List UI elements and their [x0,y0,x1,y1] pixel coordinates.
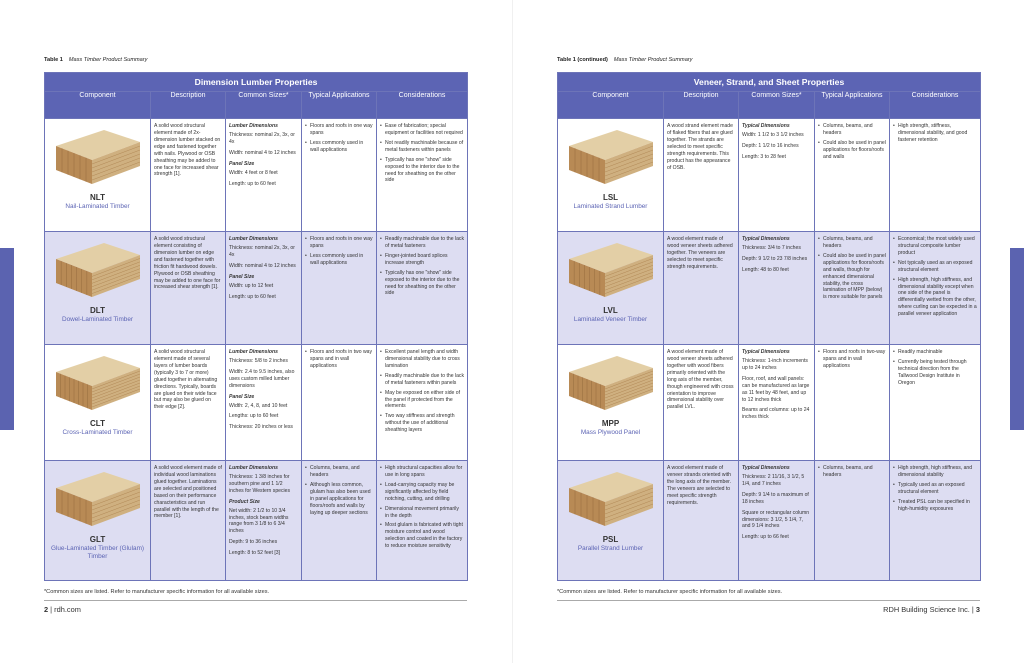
bullet-item: • Columns, beams, and headers [305,465,373,479]
psl-block-image [565,466,657,530]
sizes-line: Thickness: 3/4 to 7 inches [742,244,801,251]
sizes-cell [226,461,302,581]
bullet-item: • Economical; the most widely used structural composite lumber product [893,236,977,257]
applications-cell [302,232,377,345]
sizes-line: Depth: 1 1/2 to 16 inches [742,142,799,149]
sizes-cell [739,232,815,345]
component-abbr: NLT [90,193,105,202]
bullet-item: • Less commonly used in wall applications [305,253,373,267]
caption-label: Table 1 (continued) [557,57,608,63]
caption-label: Table 1 [44,57,63,63]
component-cell [558,119,664,232]
considerations-cell [890,232,981,345]
bullet-item: • High structural capacities allow for use in long spans [380,465,464,479]
sizes-line: Thickness: 20 inches or less [229,424,293,431]
applications-cell [815,119,890,232]
sizes-line: Thickness: 2 11/16, 3 1/2, 5 1/4, and 7 inches [742,473,805,487]
bullet-item: • High strength, high stiffness, and dimensional stability except when one side of the panel is differentially wetted from the other, where curling can be expected in a parallel veneer application [893,277,977,319]
caption-title: Mass Timber Product Summary [613,57,693,63]
bullet-item: • Columns, beams, and headers [818,465,886,479]
clt-panel-image [52,350,144,414]
header-component: Component [45,92,151,119]
sizes-line: Square or rectangular column dimensions: 3 1/2, 5 1/4, 7, and 9 1/4 inches [742,509,810,530]
mpp-block-image [565,350,657,414]
veneer-strand-table [557,72,981,581]
page-folio: 2 | rdh.com [44,605,81,614]
applications-cell [302,345,377,461]
component-name: Glue-Laminated Timber (Glulam) Timber [50,544,145,560]
page-number: 3 [975,605,980,614]
table-row [558,119,981,232]
bullet-item: • Load-carrying capacity may be significantly affected by field notching, cutting, and drilling [380,482,464,503]
description-cell: A solid wood structural element made of 2x-dimension lumber stacked on edge and fastened together with nails. Plywood or OSB sheathing may be added to one face for increased shear strength [1]. [151,119,226,232]
bullet-item: • Currently being tested through technical direction from the Tallwood Design Institute in Oregon [893,359,977,387]
header-considerations: Considerations [890,92,981,119]
table-row [558,345,981,461]
considerations-cell [377,119,468,232]
sizes-cell [739,461,815,581]
left-side-tab [0,248,14,430]
applications-cell [302,461,377,581]
sizes-line: Width: 2, 4, 8, and 10 feet [229,402,288,409]
description-cell: A wood element made of wood veneer sheets adhered together. The veneers are selected to meet specific strength requirements. [664,232,739,345]
footer-site: rdh.com [54,605,81,614]
bullet-item: • Less commonly used in wall applications [305,140,373,154]
header-common-sizes: Common Sizes* [226,92,302,119]
component-cell [45,345,151,461]
page-number: 2 [44,605,49,614]
sizes-subheading: Typical Dimensions [742,465,790,471]
sizes-line: Length: up to 60 feet [229,180,276,187]
sizes-line: Thickness: 5/8 to 2 inches [229,357,288,364]
sizes-subheading: Lumber Dimensions [229,123,278,129]
bullet-item: • Dimensional movement primarily in the depth [380,506,464,520]
bullet-item: • Floors and roofs in one way spans [305,236,373,250]
bullet-item: • Ease of fabrication; special equipment or facilities not required [380,123,464,137]
left-page [44,0,467,663]
bullet-item: • Two way stiffness and strength without the use of additional sheathing layers [380,413,464,434]
considerations-cell [377,232,468,345]
sizes-subheading: Typical Dimensions [742,349,790,355]
header-typical-applications: Typical Applications [302,92,377,119]
bullet-item: • Although less common, glulam has also been used in panel applications for floors/roofs and walls by laying up deeper sections [305,482,373,517]
sizes-line: Length: 8 to 52 feet [3] [229,550,280,557]
nlt-panel-image [52,124,144,188]
sizes-subheading: Lumber Dimensions [229,465,278,471]
sizes-line: Width: nominal 4 to 12 inches [229,149,296,156]
bullet-item: • Floors and roofs in two-way spans and in wall applications [818,349,886,370]
right-page [557,0,980,663]
footnote: *Common sizes are listed. Refer to manufacturer specific information for all available sizes. [44,589,270,595]
bullet-item: • Readily machinable due to the lack of metal fasteners within panels [380,373,464,387]
bullet-item: • Treated PSL can be specified in high-humidity exposures [893,499,977,513]
bullet-item: • Columns, beams, and headers [818,123,886,137]
component-abbr: PSL [602,535,619,544]
description-cell: A solid wood element made of individual wood laminations glued together. Laminations are selected and positioned based on their performance characteristics and run parallel with the length of the member [1]. [151,461,226,581]
footer-rule [557,600,980,601]
bullet-item: • Excellent panel length and width dimensional stability due to cross lamination [380,349,464,370]
footer-company: RDH Building Science Inc. [883,605,970,614]
sizes-cell [226,345,302,461]
table-caption [44,57,147,63]
component-name: Parallel Strand Lumber [577,544,644,552]
description-cell: A wood strand element made of flaked fibers that are glued together. The strands are selected to meet specific strength requirements. This product has the appearance of OSB. [664,119,739,232]
sizes-line: Beams and columns: up to 24 inches thick [742,407,810,421]
description-cell: A wood element made of wood veneer sheets adhered together with wood fibers primarily oriented with the long axis of the member, though engineered with cross orientation to improve dimensional stability over parallel LVL. [664,345,739,461]
header-common-sizes: Common Sizes* [739,92,815,119]
bullet-item: • Floors and roofs in one way spans [305,123,373,137]
table-banner: Veneer, Strand, and Sheet Properties [558,73,981,92]
table-row [558,461,981,581]
component-abbr: GLT [89,535,106,544]
component-cell [558,232,664,345]
sizes-line: Thickness: 1 3/8 inches for southern pine and 1 1/2 inches for Western species [229,473,291,494]
sizes-line: Lengths: up to 60 feet [229,413,279,420]
sizes-line: Width: 2.4 to 9.5 inches, also uses custom milled lumber dimensions [229,368,295,389]
bullet-item: • High strength, high stiffness, and dimensional stability [893,465,977,479]
bullet-item: • Could also be used in panel applications for floors/roofs and walls, though for enhanced dimensional stability, the cross lamination of MPP (below) is more suitable for panels [818,253,886,301]
lvl-block-image [565,237,657,301]
sizes-line: Length: 3 to 28 feet [742,153,786,160]
bullet-item: • Floors and roofs in two way spans and in wall applications [305,349,373,370]
bullet-item: • Finger-jointed board splices increase strength [380,253,464,267]
sizes-line: Depth: 9 1/4 to a maximum of 18 inches [742,491,809,505]
applications-cell [815,345,890,461]
component-cell [558,345,664,461]
lsl-block-image [565,124,657,188]
applications-cell [302,119,377,232]
footnote: *Common sizes are listed. Refer to manufacturer specific information for all available sizes. [557,589,783,595]
component-name: Cross-Laminated Timber [62,428,133,436]
applications-cell [815,232,890,345]
description-cell: A solid wood structural element made of several layers of lumber boards (typically 3 to 7 or more) glued together in alternating directions. Typically, boards are glued on their wide face but may also be glued on their edge [2]. [151,345,226,461]
sizes-cell [226,119,302,232]
sizes-line: Thickness: nominal 2x, 3x, or 4x [229,131,295,145]
sizes-line: Length: up to 60 feet [229,293,276,300]
sizes-line: Net width: 2 1/2 to 10 3/4 inches, stock beam widths range from 3 1/8 to 6 3/4 inches [229,507,289,535]
header-typical-applications: Typical Applications [815,92,890,119]
sizes-line: Depth: 9 to 36 inches [229,539,278,546]
footer-rule [44,600,467,601]
caption-title: Mass Timber Product Summary [68,57,148,63]
considerations-cell [890,345,981,461]
table-row [558,232,981,345]
bullet-item: • May be exposed on either side of the panel if protected from the elements [380,390,464,411]
component-abbr: LSL [602,193,619,202]
bullet-item: • Readily machinable due to the lack of metal fasteners [380,236,464,250]
component-cell [558,461,664,581]
sizes-subheading: Typical Dimensions [742,123,790,129]
sizes-line: Thickness: nominal 2x, 3x, or 4x [229,244,295,258]
sizes-line: Width: nominal 4 to 12 inches [229,262,296,269]
header-considerations: Considerations [377,92,468,119]
considerations-cell [890,119,981,232]
bullet-item: • Not readily machinable because of metal fasteners within panels [380,140,464,154]
bullet-item: • Typically has one "show" side exposed to the interior due to the need for sheathing on the other side [380,157,464,185]
table-row [45,119,468,232]
sizes-subheading: Panel Size [229,160,255,167]
component-abbr: MPP [601,419,620,428]
bullet-item: • High strength, stiffness, dimensional stability, and good fastener retention [893,123,977,144]
sizes-line: Thickness: 1-inch increments up to 24 inches [742,357,808,371]
bullet-item: • Typically has one "show" side exposed to the interior due to the need for sheathing on the other side [380,270,464,298]
sizes-line: Width: 1 1/2 to 3 1/2 inches [742,131,804,138]
bullet-item: • Columns, beams, and headers [818,236,886,250]
table-row [45,232,468,345]
sizes-line: Length: 48 to 80 feet [742,266,789,273]
description-cell: A solid wood structural element consisting of dimension lumber on edge and fastened together with friction fit hardwood dowels. Plywood or OSB sheathing may be added to one face for increased shear strength [1]. [151,232,226,345]
glt-beam-image [52,466,144,530]
sizes-line: Width: 4 feet or 8 feet [229,169,278,176]
sizes-line: Width: up to 12 feet [229,282,274,289]
bullet-item: • Readily machinable [893,349,977,356]
component-name: Mass Plywood Panel [580,428,641,436]
bullet-item: • Could also be used in panel applications for floors/roofs and walls [818,140,886,161]
considerations-cell [377,461,468,581]
considerations-cell [377,345,468,461]
page-gutter [512,0,513,663]
dimension-lumber-table [44,72,468,581]
sizes-subheading: Panel Size [229,273,255,280]
component-abbr: DLT [90,306,105,315]
page-folio: RDH Building Science Inc. | 3 [883,605,980,614]
dlt-panel-image [52,237,144,301]
applications-cell [815,461,890,581]
considerations-cell [890,461,981,581]
description-cell: A wood element made of veneer strands oriented with the long axis of the member. The veneers are selected to meet specific strength requirements. [664,461,739,581]
table-caption [557,57,692,63]
component-name: Laminated Strand Lumber [573,202,648,210]
sizes-line: Floor, roof, and wall panels: can be manufactured as large as 11 feet by 48 feet, and up to 12 inches thick [742,375,810,403]
sizes-subheading: Lumber Dimensions [229,236,278,242]
table-row [45,461,468,581]
sizes-cell [739,345,815,461]
sizes-subheading: Lumber Dimensions [229,349,278,355]
sizes-subheading: Panel Size [229,393,255,400]
header-description: Description [151,92,226,119]
component-abbr: CLT [90,419,105,428]
component-name: Laminated Veneer Timber [573,315,648,323]
bullet-item: • Most glulam is fabricated with tight moisture control and wood selection and coated in the factory to reduce moisture sensitivity [380,522,464,550]
sizes-cell [226,232,302,345]
component-cell [45,461,151,581]
component-abbr: LVL [603,306,618,315]
bullet-item: • Not typically used as an exposed structural element [893,260,977,274]
sizes-subheading: Product Size [229,498,260,505]
header-description: Description [664,92,739,119]
component-cell [45,232,151,345]
right-side-tab [1010,248,1024,430]
header-component: Component [558,92,664,119]
component-name: Dowel-Laminated Timber [61,315,134,323]
component-name: Nail-Laminated Timber [65,202,130,210]
table-row [45,345,468,461]
bullet-item: • Typically used as an exposed structural element [893,482,977,496]
sizes-cell [739,119,815,232]
component-cell [45,119,151,232]
sizes-line: Depth: 9 1/2 to 23 7/8 inches [742,255,808,262]
sizes-subheading: Typical Dimensions [742,236,790,242]
sizes-line: Length: up to 66 feet [742,534,789,541]
table-banner: Dimension Lumber Properties [45,73,468,92]
